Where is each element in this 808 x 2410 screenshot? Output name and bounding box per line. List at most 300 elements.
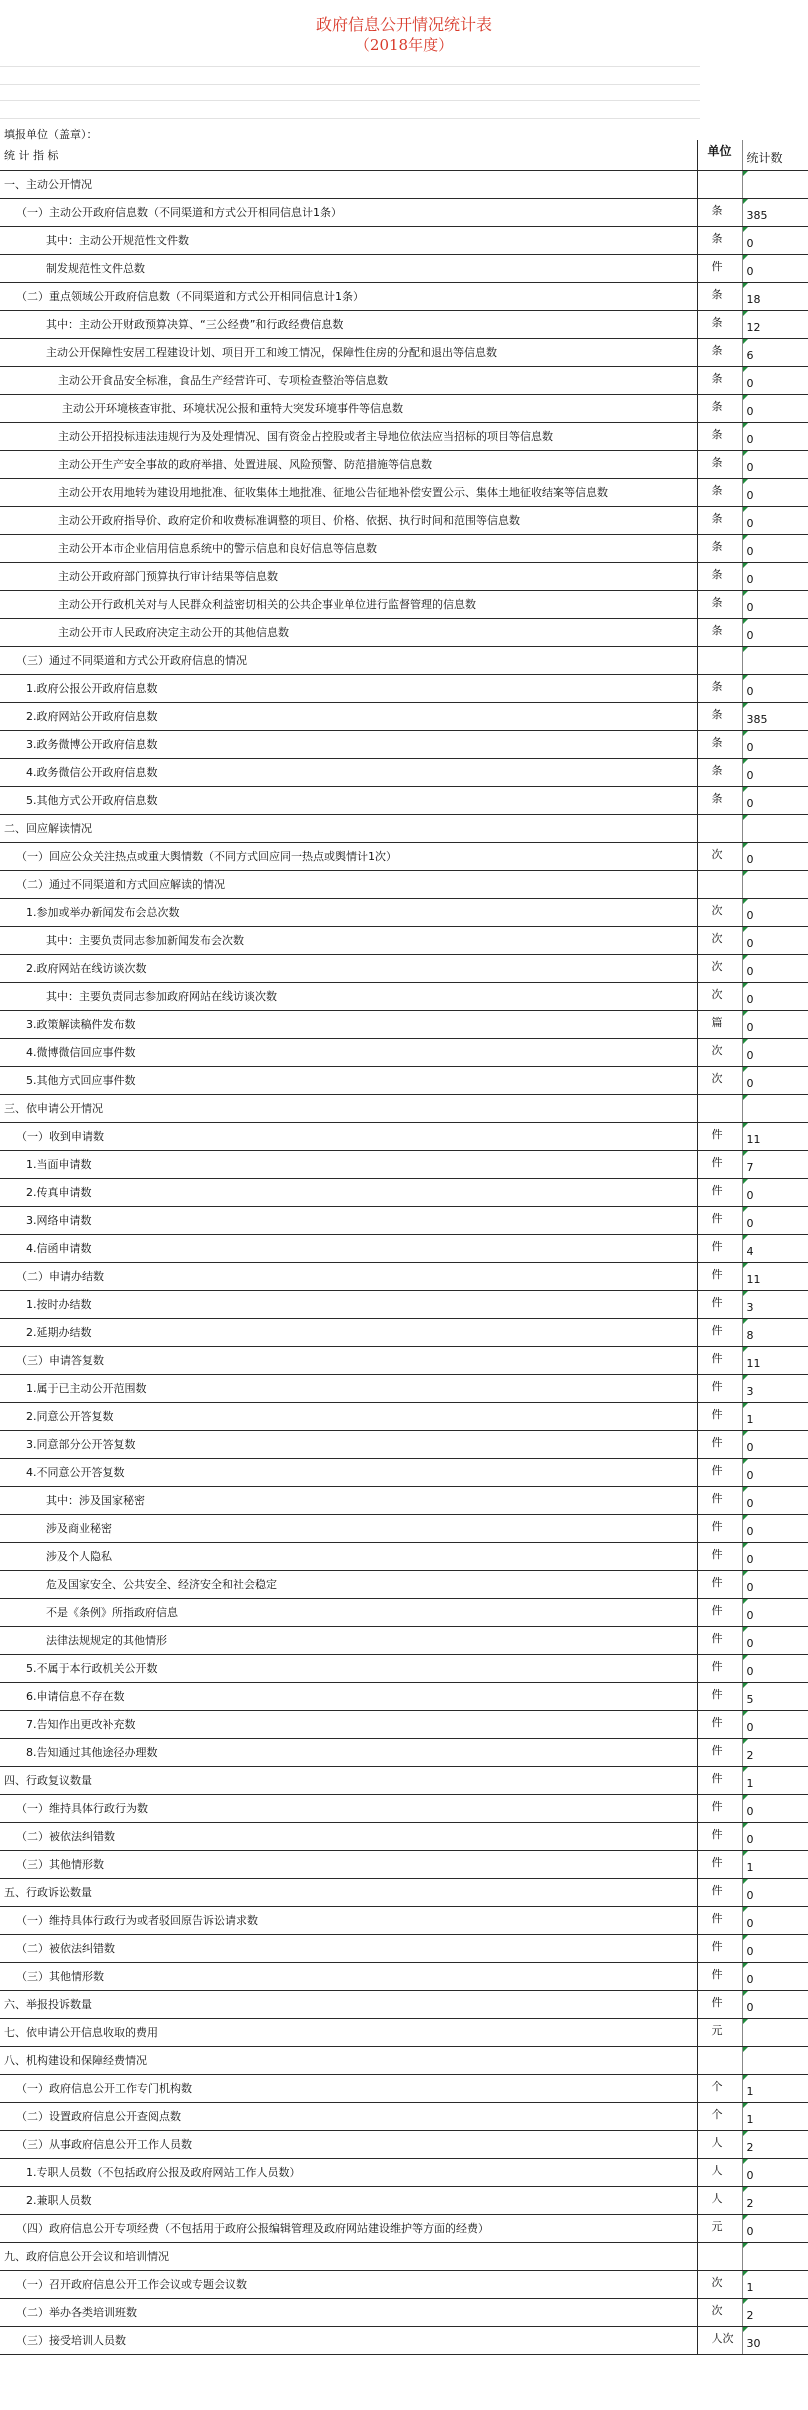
row-unit: 件 [697, 1682, 742, 1710]
row-unit: 件 [697, 1234, 742, 1262]
table-row [0, 254, 808, 282]
row-label: 一、主动公开情况 [0, 170, 697, 198]
row-value: 0 [742, 422, 808, 450]
row-label: 5.不属于本行政机关公开数 [0, 1654, 697, 1682]
report-subtitle: （2018年度） [354, 36, 454, 54]
row-unit: 篇 [697, 1010, 742, 1038]
row-value: 0 [742, 1430, 808, 1458]
table-row [0, 1542, 808, 1570]
row-label: 其中：主要负责同志参加政府网站在线访谈次数 [0, 982, 697, 1010]
row-unit: 件 [697, 1934, 742, 1962]
row-unit: 条 [697, 366, 742, 394]
row-unit: 条 [697, 618, 742, 646]
table-row [0, 282, 808, 310]
row-unit: 元 [697, 2018, 742, 2046]
header-unit: 单位 [697, 140, 742, 170]
row-value: 0 [742, 590, 808, 618]
row-value: 0 [742, 1458, 808, 1486]
table-row [0, 2074, 808, 2102]
table-row [0, 1626, 808, 1654]
row-unit [697, 870, 742, 898]
row-unit [697, 1094, 742, 1122]
row-unit: 条 [697, 562, 742, 590]
row-unit: 条 [697, 226, 742, 254]
row-unit [697, 2242, 742, 2270]
row-label: 1.当面申请数 [0, 1150, 697, 1178]
table-row [0, 1122, 808, 1150]
table-row [0, 1794, 808, 1822]
row-unit: 件 [697, 1570, 742, 1598]
row-unit: 件 [697, 1206, 742, 1234]
row-label: 危及国家安全、公共安全、经济安全和社会稳定 [0, 1570, 697, 1598]
row-label: 三、依申请公开情况 [0, 1094, 697, 1122]
row-unit: 件 [697, 1542, 742, 1570]
row-value: 1 [742, 1402, 808, 1430]
row-label: 五、行政诉讼数量 [0, 1878, 697, 1906]
row-value: 0 [742, 730, 808, 758]
row-unit: 件 [697, 1766, 742, 1794]
row-unit: 次 [697, 954, 742, 982]
row-label: 其中：主要负责同志参加新闻发布会次数 [0, 926, 697, 954]
row-unit: 条 [697, 310, 742, 338]
blank-row-divider [0, 84, 700, 85]
row-unit: 件 [697, 1990, 742, 2018]
table-row [0, 1682, 808, 1710]
table-row [0, 338, 808, 366]
row-value: 2 [742, 2186, 808, 2214]
row-unit: 条 [697, 478, 742, 506]
row-label: 3.政策解读稿件发布数 [0, 1010, 697, 1038]
row-unit [697, 646, 742, 674]
blank-row-divider [0, 118, 700, 119]
table-row [0, 1094, 808, 1122]
row-unit: 条 [697, 590, 742, 618]
row-value: 0 [742, 954, 808, 982]
row-unit: 条 [697, 506, 742, 534]
row-label: 4.微博微信回应事件数 [0, 1038, 697, 1066]
row-label: （一）维持具体行政行为或者驳回原告诉讼请求数 [0, 1906, 697, 1934]
row-label: （一）回应公众关注热点或重大舆情数（不同方式回应同一热点或舆情计1次） [0, 842, 697, 870]
row-value: 0 [742, 1542, 808, 1570]
row-value: 0 [742, 450, 808, 478]
row-label: （二）举办各类培训班数 [0, 2298, 697, 2326]
row-unit: 次 [697, 1038, 742, 1066]
row-value: 1 [742, 2102, 808, 2130]
row-label: （四）政府信息公开专项经费（不包括用于政府公报编辑管理及政府网站建设维护等方面的经费） [0, 2214, 697, 2242]
row-unit [697, 2046, 742, 2074]
row-label: 主动公开保障性安居工程建设计划、项目开工和竣工情况，保障性住房的分配和退出等信息数 [0, 338, 697, 366]
table-row [0, 1766, 808, 1794]
row-unit: 次 [697, 926, 742, 954]
table-row [0, 226, 808, 254]
row-value: 3 [742, 1290, 808, 1318]
row-value: 0 [742, 254, 808, 282]
row-value: 0 [742, 1066, 808, 1094]
row-value: 0 [742, 1010, 808, 1038]
table-row [0, 1710, 808, 1738]
table-row [0, 366, 808, 394]
row-label: 3.网络申请数 [0, 1206, 697, 1234]
row-label: 六、举报投诉数量 [0, 1990, 697, 2018]
table-row [0, 1178, 808, 1206]
row-unit: 件 [697, 1514, 742, 1542]
row-unit: 件 [697, 1318, 742, 1346]
row-unit: 条 [697, 534, 742, 562]
row-label: 涉及个人隐私 [0, 1542, 697, 1570]
row-value: 0 [742, 1598, 808, 1626]
row-value: 11 [742, 1122, 808, 1150]
row-label: 3.同意部分公开答复数 [0, 1430, 697, 1458]
table-row [0, 422, 808, 450]
row-value: 0 [742, 842, 808, 870]
table-row [0, 562, 808, 590]
table-row [0, 1962, 808, 1990]
row-unit: 件 [697, 1654, 742, 1682]
table-row [0, 1934, 808, 1962]
row-label: 主动公开生产安全事故的政府举措、处置进展、风险预警、防范措施等信息数 [0, 450, 697, 478]
row-unit: 条 [697, 674, 742, 702]
row-value: 0 [742, 1038, 808, 1066]
blank-row-divider [0, 66, 700, 67]
row-value: 0 [742, 926, 808, 954]
row-unit: 条 [697, 282, 742, 310]
table-row [0, 1486, 808, 1514]
row-label: 主动公开食品安全标准，食品生产经营许可、专项检查整治等信息数 [0, 366, 697, 394]
header-item: 统 计 指 标 [0, 140, 697, 170]
row-label: （一）收到申请数 [0, 1122, 697, 1150]
row-value: 1 [742, 1850, 808, 1878]
row-value: 8 [742, 1318, 808, 1346]
row-label: （一）维持具体行政行为数 [0, 1794, 697, 1822]
table-row [0, 1346, 808, 1374]
row-unit: 次 [697, 982, 742, 1010]
table-row [0, 1514, 808, 1542]
table-row [0, 1570, 808, 1598]
row-label: （二）通过不同渠道和方式回应解读的情况 [0, 870, 697, 898]
table-row [0, 1878, 808, 1906]
row-label: （三）从事政府信息公开工作人员数 [0, 2130, 697, 2158]
header-value: 统计数 [742, 140, 808, 170]
row-unit: 人次 [697, 2326, 742, 2354]
table-row [0, 1038, 808, 1066]
table-row [0, 1402, 808, 1430]
row-label: 2.同意公开答复数 [0, 1402, 697, 1430]
table-row [0, 1318, 808, 1346]
table-row [0, 198, 808, 226]
table-row [0, 1290, 808, 1318]
row-unit: 件 [697, 1402, 742, 1430]
table-row [0, 1598, 808, 1626]
row-label: 二、回应解读情况 [0, 814, 697, 842]
table-row [0, 450, 808, 478]
table-row [0, 1206, 808, 1234]
row-label: （三）接受培训人员数 [0, 2326, 697, 2354]
row-label: （二）设置政府信息公开查阅点数 [0, 2102, 697, 2130]
row-value: 1 [742, 2270, 808, 2298]
row-label: （一）召开政府信息公开工作会议或专题会议数 [0, 2270, 697, 2298]
row-unit [697, 170, 742, 198]
row-label: 主动公开政府指导价、政府定价和收费标准调整的项目、价格、依据、执行时间和范围等信息数 [0, 506, 697, 534]
row-label: 2.兼职人员数 [0, 2186, 697, 2214]
row-label: 5.其他方式回应事件数 [0, 1066, 697, 1094]
table-row [0, 758, 808, 786]
row-unit: 件 [697, 1962, 742, 1990]
row-unit: 件 [697, 254, 742, 282]
row-value: 0 [742, 562, 808, 590]
row-label: 4.信函申请数 [0, 1234, 697, 1262]
table-row [0, 1066, 808, 1094]
row-unit: 个 [697, 2074, 742, 2102]
row-value: 0 [742, 2214, 808, 2242]
row-value: 7 [742, 1150, 808, 1178]
statistics-table [0, 140, 808, 2355]
table-row [0, 786, 808, 814]
row-label: （二）被依法纠错数 [0, 1822, 697, 1850]
table-row [0, 2130, 808, 2158]
row-unit: 条 [697, 198, 742, 226]
row-value: 385 [742, 702, 808, 730]
row-value: 0 [742, 618, 808, 646]
table-row [0, 2242, 808, 2270]
row-unit: 件 [697, 1794, 742, 1822]
row-value [742, 2046, 808, 2074]
row-value: 0 [742, 1486, 808, 1514]
row-label: 7.告知作出更改补充数 [0, 1710, 697, 1738]
row-label: 主动公开政府部门预算执行审计结果等信息数 [0, 562, 697, 590]
table-row [0, 982, 808, 1010]
row-label: （三）通过不同渠道和方式公开政府信息的情况 [0, 646, 697, 674]
row-label: 主动公开本市企业信用信息系统中的警示信息和良好信息等信息数 [0, 534, 697, 562]
table-row [0, 1990, 808, 2018]
row-unit: 条 [697, 394, 742, 422]
table-row [0, 702, 808, 730]
row-label: 8.告知通过其他途径办理数 [0, 1738, 697, 1766]
row-unit: 条 [697, 758, 742, 786]
row-unit: 人 [697, 2158, 742, 2186]
table-row [0, 618, 808, 646]
row-label: 主动公开环境核查审批、环境状况公报和重特大突发环境事件等信息数 [0, 394, 697, 422]
table-row [0, 1234, 808, 1262]
row-value: 0 [742, 366, 808, 394]
table-row [0, 2298, 808, 2326]
table-row [0, 2326, 808, 2354]
row-label: 法律法规规定的其他情形 [0, 1626, 697, 1654]
row-unit: 件 [697, 1150, 742, 1178]
row-value: 2 [742, 2130, 808, 2158]
row-value: 0 [742, 1990, 808, 2018]
row-label: 2.政府网站在线访谈次数 [0, 954, 697, 982]
row-label: （二）申请办结数 [0, 1262, 697, 1290]
row-value: 0 [742, 786, 808, 814]
row-unit: 件 [697, 1850, 742, 1878]
row-value [742, 1094, 808, 1122]
row-value: 0 [742, 1794, 808, 1822]
row-unit: 件 [697, 1178, 742, 1206]
row-value: 18 [742, 282, 808, 310]
row-value [742, 2242, 808, 2270]
table-row [0, 926, 808, 954]
row-value: 0 [742, 1570, 808, 1598]
table-row [0, 590, 808, 618]
row-value: 0 [742, 226, 808, 254]
row-value [742, 814, 808, 842]
row-label: 八、机构建设和保障经费情况 [0, 2046, 697, 2074]
table-row [0, 2102, 808, 2130]
row-value: 0 [742, 1206, 808, 1234]
row-value [742, 170, 808, 198]
table-row [0, 814, 808, 842]
row-value: 0 [742, 1626, 808, 1654]
row-value: 0 [742, 506, 808, 534]
row-value: 5 [742, 1682, 808, 1710]
row-value: 1 [742, 1766, 808, 1794]
row-label: 其中：涉及国家秘密 [0, 1486, 697, 1514]
row-value: 0 [742, 534, 808, 562]
table-row [0, 2158, 808, 2186]
row-unit: 件 [697, 1710, 742, 1738]
row-label: 主动公开招投标违法违规行为及处理情况、国有资金占控股或者主导地位依法应当招标的项目等信息数 [0, 422, 697, 450]
row-unit: 次 [697, 2298, 742, 2326]
row-unit: 条 [697, 338, 742, 366]
row-unit: 条 [697, 422, 742, 450]
table-row [0, 1906, 808, 1934]
row-unit: 件 [697, 1738, 742, 1766]
row-label: 主动公开农用地转为建设用地批准、征收集体土地批准、征地公告征地补偿安置公示、集体土地征收结案等信息数 [0, 478, 697, 506]
row-unit: 条 [697, 786, 742, 814]
row-label: （三）申请答复数 [0, 1346, 697, 1374]
table-row [0, 646, 808, 674]
table-row [0, 1654, 808, 1682]
row-label: 制发规范性文件总数 [0, 254, 697, 282]
row-value: 385 [742, 198, 808, 226]
row-label: 4.不同意公开答复数 [0, 1458, 697, 1486]
table-row [0, 1458, 808, 1486]
row-unit: 件 [697, 1374, 742, 1402]
row-label: 1.属于已主动公开范围数 [0, 1374, 697, 1402]
row-value: 0 [742, 1822, 808, 1850]
row-value: 30 [742, 2326, 808, 2354]
row-value: 0 [742, 1934, 808, 1962]
table-row [0, 898, 808, 926]
row-unit: 件 [697, 1430, 742, 1458]
row-label: 2.延期办结数 [0, 1318, 697, 1346]
filler-unit-label: 填报单位（盖章）： [4, 128, 98, 141]
row-label: 主动公开市人民政府决定主动公开的其他信息数 [0, 618, 697, 646]
row-unit: 次 [697, 1066, 742, 1094]
row-value: 6 [742, 338, 808, 366]
row-label: 3.政务微博公开政府信息数 [0, 730, 697, 758]
row-value: 11 [742, 1262, 808, 1290]
table-row [0, 842, 808, 870]
row-value: 0 [742, 982, 808, 1010]
row-value: 0 [742, 758, 808, 786]
row-unit: 条 [697, 450, 742, 478]
row-unit: 人 [697, 2186, 742, 2214]
row-value: 0 [742, 1962, 808, 1990]
table-row [0, 1262, 808, 1290]
row-unit: 次 [697, 2270, 742, 2298]
row-unit: 件 [697, 1822, 742, 1850]
table-row [0, 1430, 808, 1458]
row-value: 0 [742, 1906, 808, 1934]
row-value: 0 [742, 1710, 808, 1738]
row-unit: 条 [697, 702, 742, 730]
table-header-row [0, 140, 808, 170]
row-label: 主动公开行政机关对与人民群众利益密切相关的公共企事业单位进行监督管理的信息数 [0, 590, 697, 618]
row-unit: 件 [697, 1486, 742, 1514]
row-value: 1 [742, 2074, 808, 2102]
row-label: 九、政府信息公开会议和培训情况 [0, 2242, 697, 2270]
row-label: （三）其他情形数 [0, 1962, 697, 1990]
row-value: 0 [742, 674, 808, 702]
row-label: （一）主动公开政府信息数（不同渠道和方式公开相同信息计1条） [0, 198, 697, 226]
row-label: 2.政府网站公开政府信息数 [0, 702, 697, 730]
row-unit [697, 814, 742, 842]
table-row [0, 1822, 808, 1850]
row-label: 其中：主动公开规范性文件数 [0, 226, 697, 254]
table-row [0, 674, 808, 702]
table-row [0, 954, 808, 982]
row-value: 0 [742, 394, 808, 422]
row-label: 1.参加或举办新闻发布会总次数 [0, 898, 697, 926]
row-label: 1.按时办结数 [0, 1290, 697, 1318]
row-value: 11 [742, 1346, 808, 1374]
row-label: 5.其他方式公开政府信息数 [0, 786, 697, 814]
row-unit: 件 [697, 1598, 742, 1626]
table-row [0, 1738, 808, 1766]
row-value: 2 [742, 2298, 808, 2326]
table-row [0, 730, 808, 758]
table-row [0, 870, 808, 898]
row-unit: 件 [697, 1458, 742, 1486]
row-value [742, 646, 808, 674]
row-label: 2.传真申请数 [0, 1178, 697, 1206]
row-unit: 件 [697, 1290, 742, 1318]
row-unit: 元 [697, 2214, 742, 2242]
row-value: 0 [742, 1654, 808, 1682]
row-unit: 件 [697, 1878, 742, 1906]
row-value: 3 [742, 1374, 808, 1402]
table-row [0, 2018, 808, 2046]
row-unit: 人 [697, 2130, 742, 2158]
row-label: 四、行政复议数量 [0, 1766, 697, 1794]
row-unit: 次 [697, 898, 742, 926]
row-label: 不是《条例》所指政府信息 [0, 1598, 697, 1626]
table-row [0, 170, 808, 198]
table-row [0, 2270, 808, 2298]
row-value: 0 [742, 478, 808, 506]
row-unit: 条 [697, 730, 742, 758]
row-value [742, 870, 808, 898]
table-row [0, 394, 808, 422]
row-label: （二）被依法纠错数 [0, 1934, 697, 1962]
table-row [0, 1150, 808, 1178]
row-unit: 件 [697, 1346, 742, 1374]
row-value: 0 [742, 1178, 808, 1206]
row-unit: 件 [697, 1122, 742, 1150]
row-label: （一）政府信息公开工作专门机构数 [0, 2074, 697, 2102]
table-row [0, 2214, 808, 2242]
row-label: 1.专职人员数（不包括政府公报及政府网站工作人员数） [0, 2158, 697, 2186]
table-row [0, 1010, 808, 1038]
blank-row-divider [0, 100, 700, 101]
row-value: 0 [742, 898, 808, 926]
table-row [0, 506, 808, 534]
row-unit: 次 [697, 842, 742, 870]
row-value: 4 [742, 1234, 808, 1262]
table-row [0, 1374, 808, 1402]
row-label: 其中：主动公开财政预算决算、“三公经费”和行政经费信息数 [0, 310, 697, 338]
